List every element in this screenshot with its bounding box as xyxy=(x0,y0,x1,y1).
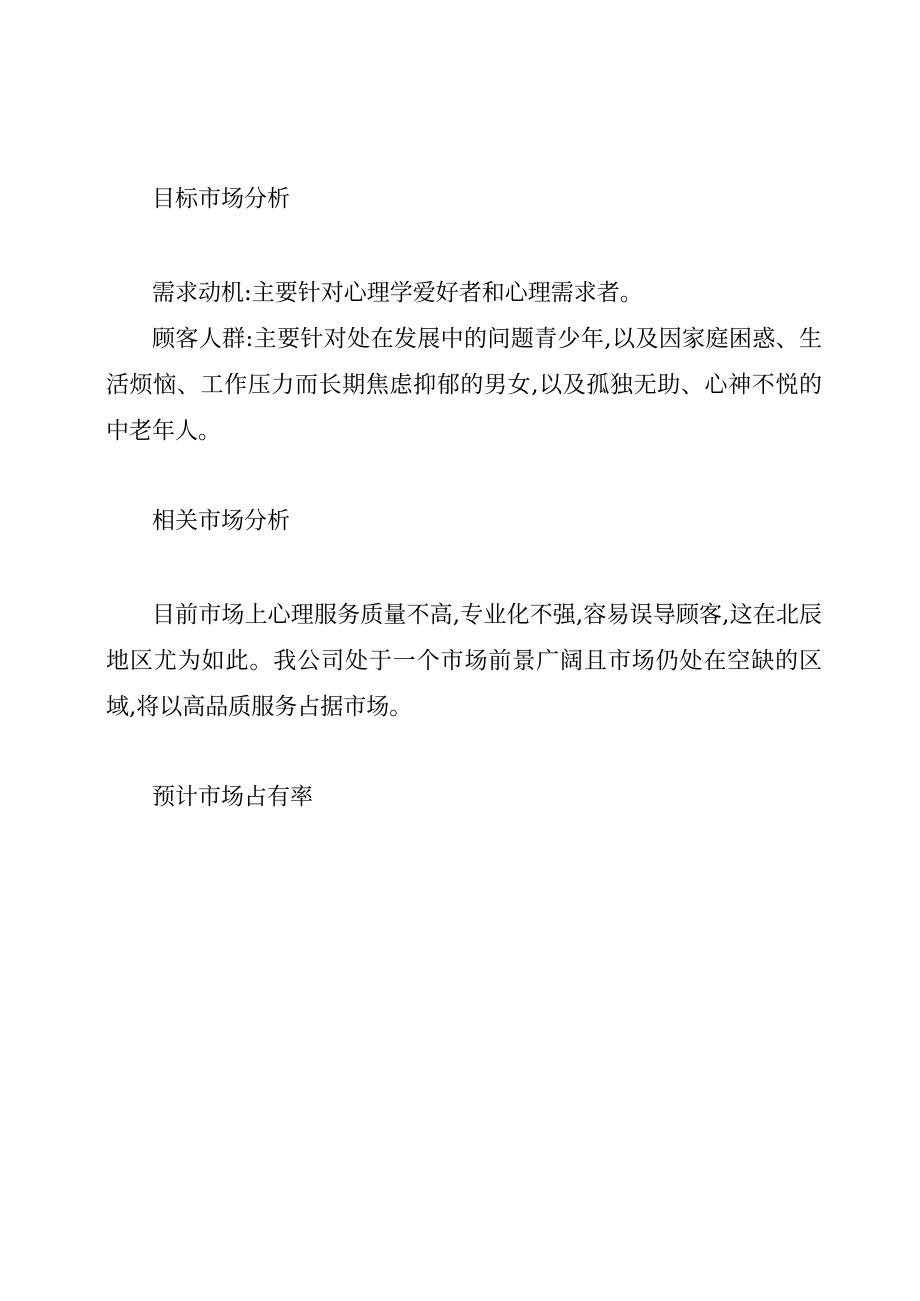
section-heading-target-market: 目标市场分析 xyxy=(152,186,290,212)
document-body xyxy=(106,180,822,816)
paragraph-customer-groups: 顾客人群:主要针对处在发展中的问题青少年,以及因家庭困惑、生活烦恼、工作压力而长期焦虑抑郁的男女,以及孤独无助、心神不悦的中老年人。 xyxy=(106,326,822,444)
section-heading-related-market: 相关市场分析 xyxy=(152,508,290,534)
section-heading-market-share: 预计市场占有率 xyxy=(152,784,313,810)
paragraph-demand-motivation: 需求动机:主要针对心理学爱好者和心理需求者。 xyxy=(152,280,643,306)
paragraph-market-status: 目前市场上心理服务质量不高,专业化不强,容易误导顾客,这在北辰地区尤为如此。我公司处于一个市场前景广阔且市场仍处在空缺的区域,将以高品质服务占据市场。 xyxy=(106,602,822,720)
